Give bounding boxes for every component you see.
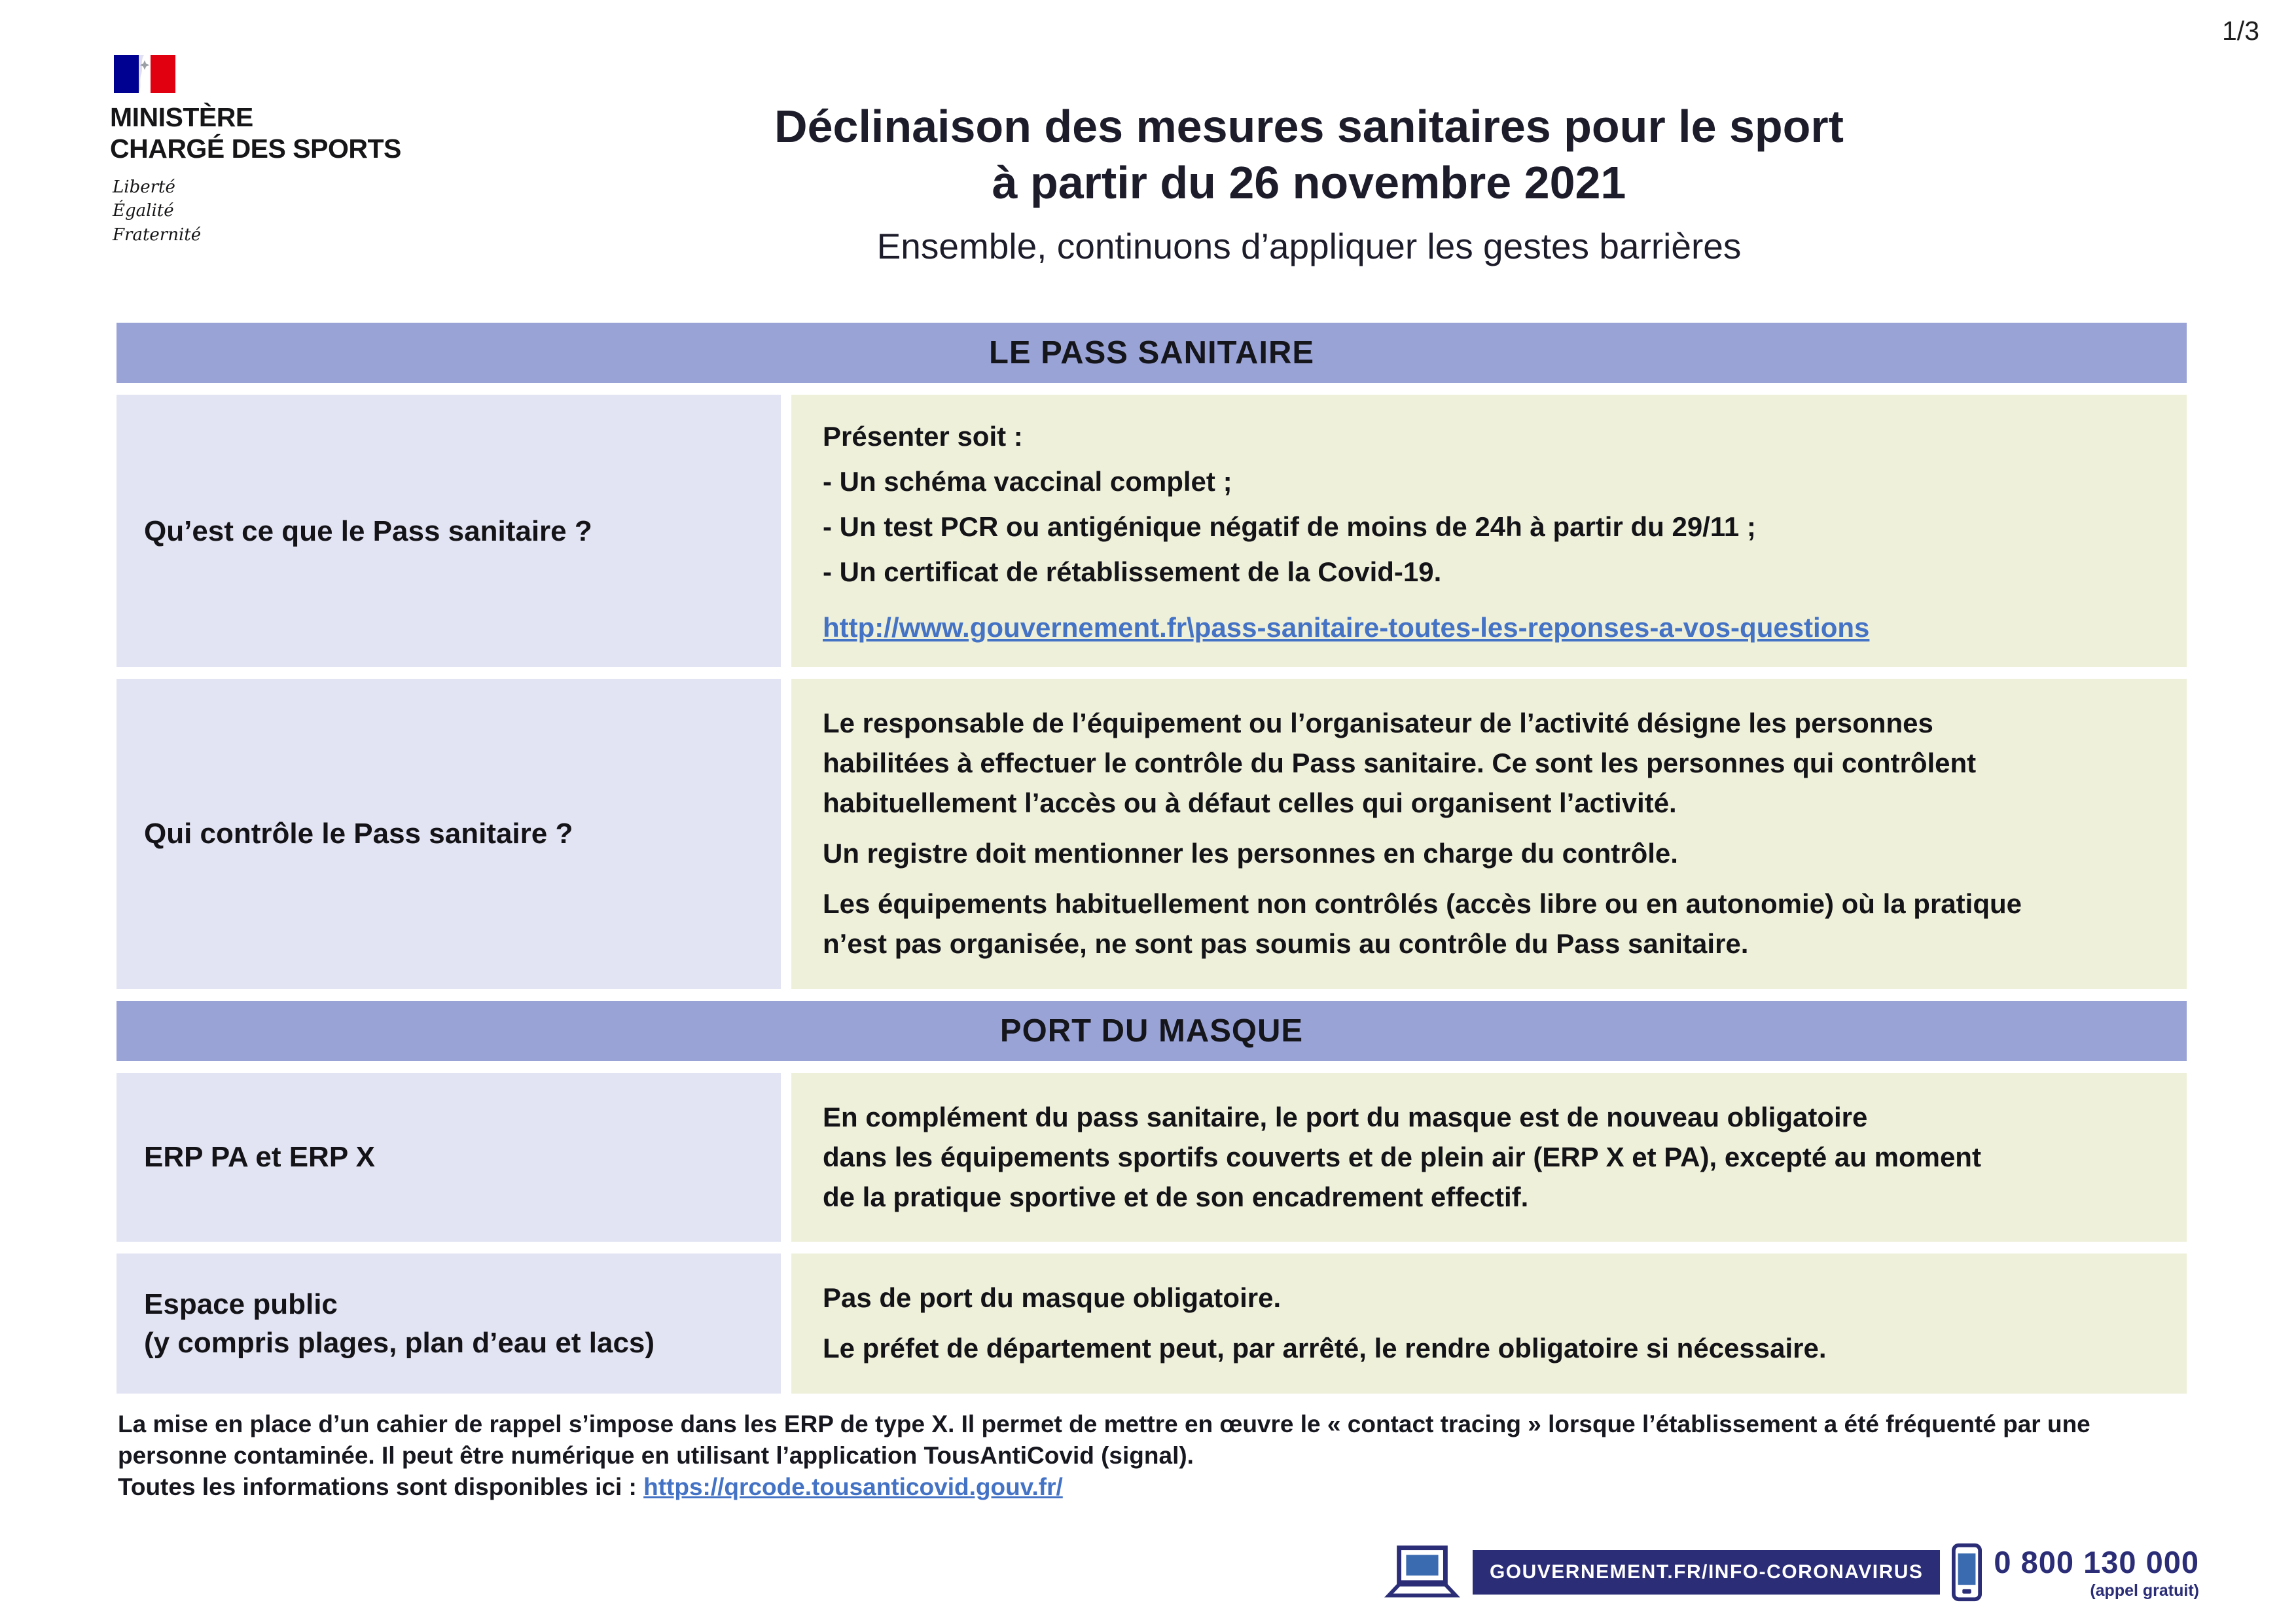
footnote-link-prefix: Toutes les informations sont disponibles ici : xyxy=(118,1473,644,1501)
row-content-cell xyxy=(791,1254,2187,1394)
document-header xyxy=(393,98,2225,267)
ministry-name-line1: MINISTÈRE xyxy=(110,102,253,132)
text-line: Présenter soit : xyxy=(823,421,1023,452)
text-line: Les équipements habituellement non contrôlés (accès libre ou en autonomie) où la pratique xyxy=(823,888,2022,920)
document-title-line2: à partir du 26 novembre 2021 xyxy=(992,157,1626,209)
table-row-espace-public xyxy=(117,1254,2187,1394)
gov-info-banner: GOUVERNEMENT.FR/INFO-CORONAVIRUS xyxy=(1473,1550,1940,1595)
text-line: - Un schéma vaccinal complet ; xyxy=(823,465,1232,497)
phone-note: (appel gratuit) xyxy=(2090,1581,2199,1600)
row-label-cell xyxy=(117,395,781,667)
tousanticovid-link[interactable]: https://qrcode.tousanticovid.gouv.fr/ xyxy=(643,1473,1063,1501)
row-label: Qui contrôle le Pass sanitaire ? xyxy=(144,818,573,850)
text-line: de la pratique sportive et de son encadrement effectif. xyxy=(823,1181,1529,1212)
row-label-cell xyxy=(117,1254,781,1394)
smartphone-icon xyxy=(1952,1543,1982,1602)
row-label-line1: Espace public xyxy=(144,1288,338,1320)
laptop-icon xyxy=(1384,1545,1461,1600)
french-flag-icon xyxy=(114,55,175,93)
document-subtitle: Ensemble, continuons d’appliquer les gestes barrières xyxy=(876,226,1742,267)
motto-fraternite: Fraternité xyxy=(113,225,202,245)
row-label: ERP PA et ERP X xyxy=(144,1141,375,1174)
table-row-pass-definition xyxy=(117,395,2187,667)
section-header-port-du-masque: PORT DU MASQUE xyxy=(117,1001,2187,1061)
text-line: n’est pas organisée, ne sont pas soumis au contrôle du Pass sanitaire. xyxy=(823,928,1749,959)
row-content-cell xyxy=(791,395,2187,667)
section-header-pass-sanitaire: LE PASS SANITAIRE xyxy=(117,323,2187,383)
text-line: dans les équipements sportifs couverts et de plein air (ERP X et PA), excepté au moment xyxy=(823,1141,1981,1172)
table-row-pass-controle xyxy=(117,679,2187,988)
row-content-cell xyxy=(791,679,2187,988)
measures-table xyxy=(117,323,2187,1394)
phone-block xyxy=(1994,1544,2199,1600)
row-label-cell xyxy=(117,679,781,988)
motto-liberte: Liberté xyxy=(113,177,175,197)
text-line: Un registre doit mentionner les personnes en charge du contrôle. xyxy=(823,838,1678,869)
text-line: En complément du pass sanitaire, le port du masque est de nouveau obligatoire xyxy=(823,1101,1868,1132)
ministry-name-line2: CHARGÉ DES SPORTS xyxy=(110,133,401,164)
text-line: - Un certificat de rétablissement de la Covid-19. xyxy=(823,556,1442,587)
text-line: Pas de port du masque obligatoire. xyxy=(823,1282,1282,1314)
text-line: Le préfet de département peut, par arrêté, le rendre obligatoire si nécessaire. xyxy=(823,1333,1827,1364)
row-label-line2: (y compris plages, plan d’eau et lacs) xyxy=(144,1327,655,1360)
row-content-cell xyxy=(791,1073,2187,1242)
table-row-erp xyxy=(117,1073,2187,1242)
text-line: habituellement l’accès ou à défaut celles qui organisent l’activité. xyxy=(823,787,1677,819)
footnote-line3 xyxy=(118,1471,2222,1503)
page-number: 1/3 xyxy=(2222,16,2259,46)
text-line: habilitées à effectuer le contrôle du Pass sanitaire. Ce sont les personnes qui contrôlent xyxy=(823,748,1977,779)
row-label-cell xyxy=(117,1073,781,1242)
footer xyxy=(1384,1543,2199,1602)
motto-egalite: Égalité xyxy=(113,201,174,221)
phone-number: 0 800 130 000 xyxy=(1994,1545,2199,1579)
text-line: - Un test PCR ou antigénique négatif de moins de 24h à partir du 29/11 ; xyxy=(823,511,1756,542)
footnote xyxy=(118,1409,2222,1503)
document-title-line1: Déclinaison des mesures sanitaires pour le sport xyxy=(774,101,1844,152)
footnote-line2: personne contaminée. Il peut être numérique en utilisant l’application TousAntiCovid (signal). xyxy=(118,1442,1194,1470)
footnote-line1: La mise en place d’un cahier de rappel s’impose dans les ERP de type X. Il permet de mettre en œuvre le « contact tracing » lorsque l’établissement a été fréquenté par une xyxy=(118,1411,2090,1437)
text-line: Le responsable de l’équipement ou l’organisateur de l’activité désigne les personnes xyxy=(823,708,1933,739)
ministry-logo xyxy=(110,55,401,247)
row-label: Qu’est ce que le Pass sanitaire ? xyxy=(144,514,592,547)
pass-sanitaire-info-link[interactable]: http://www.gouvernement.fr\pass-sanitaire-toutes-les-reponses-a-vos-questions xyxy=(823,611,1870,643)
